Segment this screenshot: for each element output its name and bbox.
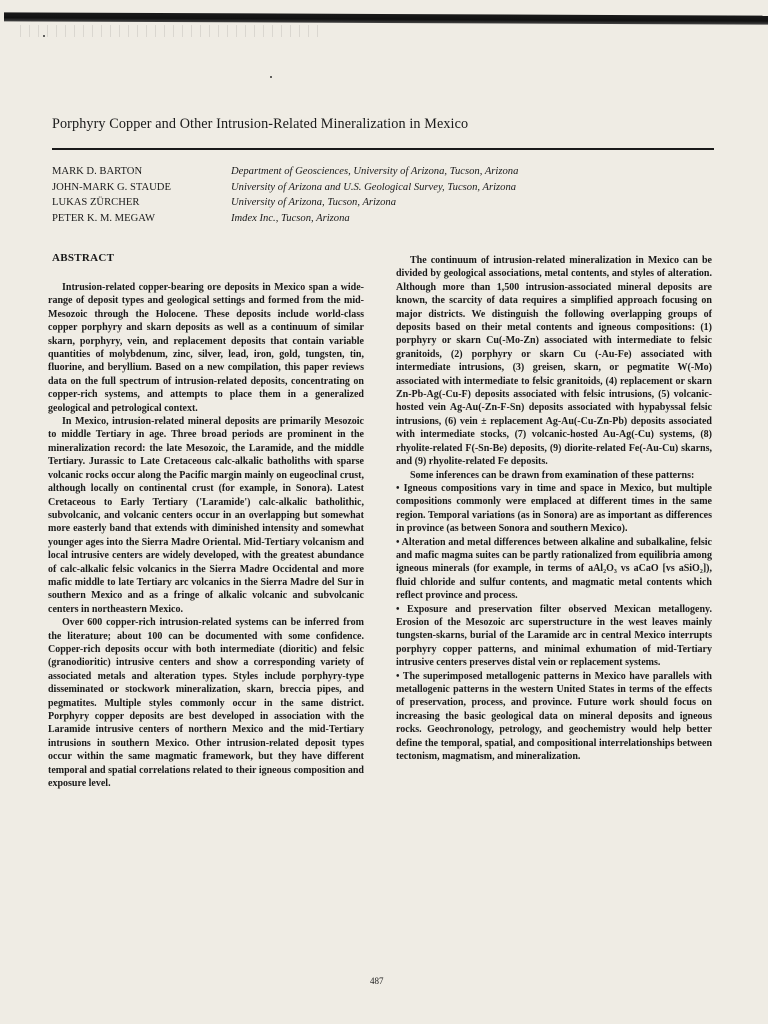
scan-speck xyxy=(43,35,45,37)
affiliation-list xyxy=(231,164,518,226)
abstract-heading: ABSTRACT xyxy=(52,252,115,264)
author-affiliation: University of Arizona and U.S. Geological Survey, Tucson, Arizona xyxy=(231,181,517,193)
bullet-item: • Exposure and preservation filter observed Mexican metallogeny. Erosion of the Mesozoic arc superstructure in the west leaves mainly tungsten-skarns, burial of the Laramide arc in central Mexico interrupts porphyry copper patterns, and minimal exhumation of mid-Tertiary intrusive centers preserves distal vein or replacement systems. xyxy=(396,603,712,669)
abstract-paragraph: Intrusion-related copper-bearing ore deposits in Mexico span a wide-range of deposit types and geological settings and formed from the mid-Mesozoic through the Holocene. These deposits include world-class copper porphyry and skarn deposits as well as a continuum of similar skarn, porphyry, vein, and replacement deposits that contain variable quantities of molybdenum, zinc, silver, lead, iron, gold, tungsten, tin, fluorine, and beryllium. Based on a new compilation, this paper reviews data on the full spectrum of intrusion-related deposits, concentrating on copper-rich systems, and attempts to place them in a generalized geological and petrological context. xyxy=(48,282,364,414)
scan-noise xyxy=(20,25,320,37)
bullet-item: • Igneous compositions vary in time and space in Mexico, but multiple compositions commonly were emplaced at different times in the same region. Temporal variations (as in Sonora) are as important as differences in province (as between Sonora and southern Mexico). xyxy=(396,482,712,535)
scan-edge-bar xyxy=(4,12,768,24)
abstract-paragraph: Some inferences can be drawn from examination of these patterns: xyxy=(410,469,695,481)
left-column xyxy=(48,281,364,790)
abstract-paragraph: In Mexico, intrusion-related mineral deposits are primarily Mesozoic to middle Tertiary in age. Three broad periods are prominent in the mineralization record: the late Mesozoic, the Laramide, and the middle Tertiary. Jurassic to Late Cretaceous calc-alkalic batholiths with sparse volcanic rocks occur along the Pacific margin mainly on eugeoclinal crust, although locally on continental crust (for example, in Sonora). Latest Cretaceous to Early Tertiary ('Laramide') calc-alkalic batholithic, subvolcanic, and volcanic centers occur in an overlapping but somewhat more easterly band that extends with diminished intensity and somewhat younger ages into the Sierra Madre Oriental. Mid-Tertiary volcanism and local intrusive centers are widely developed, with the greatest abundance of calc-alkalic felsic volcanics in the Sierra Madre Occidental and more mafic middle to late Tertiary arc volcanics in the Sierra Madre del Sur in southern Mexico and as a fringe of alkalic volcanic and subvolcanic centers in northeastern Mexico. xyxy=(48,416,364,615)
author-affiliation: Imdex Inc., Tucson, Arizona xyxy=(231,212,350,224)
author-list xyxy=(52,164,171,226)
author-affiliation: University of Arizona, Tucson, Arizona xyxy=(231,197,396,208)
title-rule xyxy=(52,148,714,150)
abstract-paragraph: The continuum of intrusion-related mineralization in Mexico can be divided by geological associations, metal contents, and styles of alteration. Although more than 1,500 intrusion-associated mineral deposits are known, the scarcity of data requires a simplified approach focusing on major districts. We distinguish the following overlapping groups of deposits based on their metal contents and igneous compositions: (1) porphyry or skarn Cu(-Mo-Zn) associated with intermediate to felsic granitoids, (2) porphyry or skarn Cu (-Au-Fe) associated with intermediate intrusions, (3) greisen, skarn, or pegmatite W(-Mo) associated with intermediate to felsic granitoids, (4) replacement or skarn Zn-Pb-Ag(-Cu-F) deposits associated with felsic intrusions, (5) volcanic-hosted vein Ag-Au(-Zn-F-Sn) deposits associated with hypabyssal felsic intrusions, (6) vein ± replacement Ag-Au(-Cu-Zn-Pb) deposits associated with intermediate stocks, (7) volcanic-hosted Au-Ag(-Cu) systems, (8) rhyolite-related F(-Sn-Be) deposits, (9) diorite-related Fe(-Au-Cu) skarns, and (9) rhyolite-related Fe deposits. xyxy=(396,255,712,468)
author-name: PETER K. M. MEGAW xyxy=(52,212,156,224)
page-number: 487 xyxy=(370,976,384,986)
paper-title: Porphyry Copper and Other Intrusion-Related Mineralization in Mexico xyxy=(52,116,469,132)
author-affiliation: Department of Geosciences, University of Arizona, Tucson, Arizona xyxy=(231,166,519,177)
scan-speck xyxy=(270,76,272,78)
author-name: MARK D. BARTON xyxy=(52,166,143,177)
author-name: LUKAS ZÜRCHER xyxy=(52,197,140,208)
abstract-paragraph: Over 600 copper-rich intrusion-related systems can be inferred from the literature; about 100 can be documented with some confidence. Copper-rich deposits occur with both intermediate (dioritic) and felsic (granodioritic) intrusive centers and show a corresponding variety of associated metals and alteration types. Styles include porphyry-type disseminated or stockwork mineralization, skarn, breccia pipes, and pegmatites. Multiple styles commonly occur in the same district. Porphyry copper deposits are best developed in association with the Laramide intrusive centers of northern Mexico and the mid-Tertiary intrusions in southern Mexico. Other intrusion-related deposit types occur within the same magmatic framework, but they have different temporal and spatial correlations related to their igneous composition and exposure level. xyxy=(48,617,364,790)
bullet-item: • Alteration and metal differences between alkaline and subalkaline, felsic and mafic magma suites can be partly rationalized from equilibria among igneous minerals (for example, in terms of aAl₂O₃ vs aCaO [vs aSiO₂]), fluid chloride and sulfur contents, and magmatic metal contents which reflect province and process. xyxy=(396,536,712,602)
author-name: JOHN-MARK G. STAUDE xyxy=(52,181,171,193)
bullet-item: • The superimposed metallogenic patterns in Mexico have parallels with metallogenic patterns in the western United States in terms of the effects of preservation, process, and province. Future work should focus on increasing the basic geological data on mineral deposits and igneous rocks. Geochronology, petrology, and geochemistry would help better define the temporal, spatial, and compositional interrelationships between tectonism, magmatism, and mineralization. xyxy=(396,670,712,763)
right-column xyxy=(396,254,712,763)
